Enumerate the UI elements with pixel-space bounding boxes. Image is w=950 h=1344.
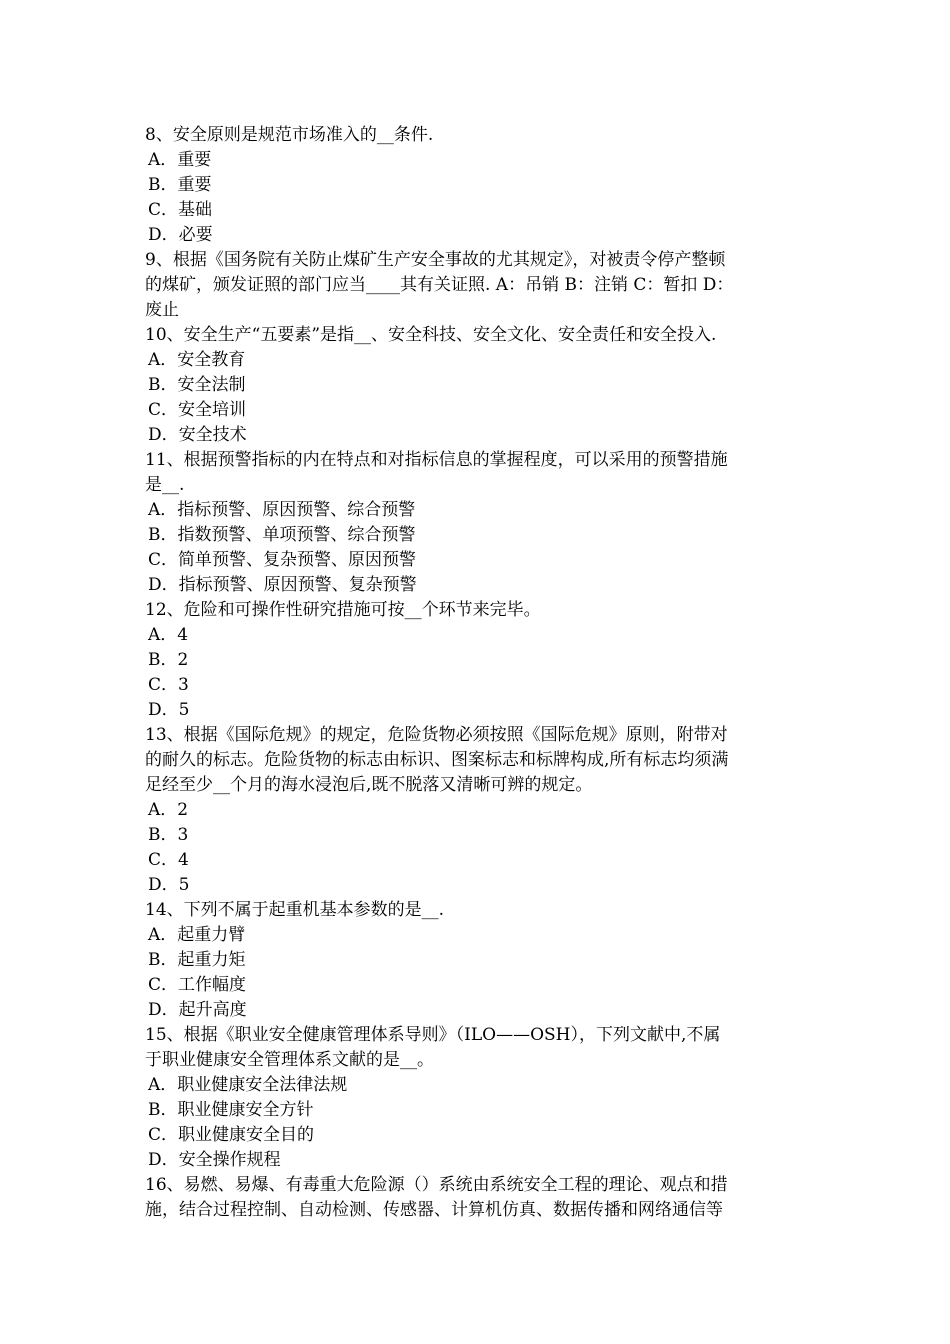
answer-option: B．2 xyxy=(148,650,189,670)
answer-option: B．3 xyxy=(148,825,189,845)
answer-option: D．指标预警、原因预警、复杂预警 xyxy=(148,575,417,595)
question-list xyxy=(145,123,810,1223)
question-text-line: 11、根据预警指标的内在特点和对指标信息的掌握程度，可以采用的预警措施 xyxy=(145,450,728,470)
answer-option: D．5 xyxy=(148,700,190,720)
question-block xyxy=(145,323,810,448)
question-text-line: 8、安全原则是规范市场准入的__条件. xyxy=(145,125,434,145)
answer-option: C．工作幅度 xyxy=(148,975,247,995)
answer-option: B．职业健康安全方针 xyxy=(148,1100,314,1120)
answer-option: B．指数预警、单项预警、综合预警 xyxy=(148,525,416,545)
answer-option: D．起升高度 xyxy=(148,1000,247,1020)
question-block xyxy=(145,123,810,248)
question-text-line: 施，结合过程控制、自动检测、传感器、计算机仿真、数据传播和网络通信等 xyxy=(145,1200,723,1220)
question-text-line: 13、根据《国际危规》的规定，危险货物必须按照《国际危规》原则，附带对 xyxy=(145,725,728,745)
answer-option: C．简单预警、复杂预警、原因预警 xyxy=(148,550,417,570)
question-text-line: 废止 xyxy=(145,300,179,320)
answer-option: D．5 xyxy=(148,875,190,895)
answer-option: A．起重力臂 xyxy=(148,925,246,945)
question-block xyxy=(145,898,810,1023)
question-block xyxy=(145,1173,810,1223)
question-block xyxy=(145,723,810,898)
answer-option: C．3 xyxy=(148,675,189,695)
answer-option: C．4 xyxy=(148,850,189,870)
question-text-line: 10、安全生产“五要素”是指__、安全科技、安全文化、安全责任和安全投入. xyxy=(145,325,717,345)
question-text-line: 9、根据《国务院有关防止煤矿生产安全事故的尤其规定》，对被责令停产整顿 xyxy=(145,250,726,270)
answer-option: B．安全法制 xyxy=(148,375,246,395)
answer-option: B．重要 xyxy=(148,175,212,195)
answer-option: A．重要 xyxy=(148,150,212,170)
question-text-line: 12、危险和可操作性研究措施可按__个环节来完毕。 xyxy=(145,600,541,620)
answer-option: C．职业健康安全目的 xyxy=(148,1125,315,1145)
question-text-line: 14、下列不属于起重机基本参数的是__. xyxy=(145,900,445,920)
answer-option: A．指标预警、原因预警、综合预警 xyxy=(148,500,416,520)
answer-option: B．起重力矩 xyxy=(148,950,246,970)
question-text-line: 15、根据《职业安全健康管理体系导则》（ILO——OSH），下列文献中,不属 xyxy=(145,1025,721,1045)
question-text-line: 的耐久的标志。危险货物的标志由标识、图案标志和标牌构成,所有标志均须满 xyxy=(145,750,729,770)
question-block xyxy=(145,448,810,598)
question-text-line: 足经至少__个月的海水浸泡后,既不脱落又清晰可辨的规定。 xyxy=(145,775,593,795)
answer-option: D．安全技术 xyxy=(148,425,247,445)
answer-option: C．基础 xyxy=(148,200,213,220)
answer-option: D．必要 xyxy=(148,225,213,245)
question-block xyxy=(145,598,810,723)
answer-option: A．安全教育 xyxy=(148,350,246,370)
question-text-line: 是__. xyxy=(145,475,185,495)
answer-option: C．安全培训 xyxy=(148,400,247,420)
answer-option: A．4 xyxy=(148,625,189,645)
answer-option: A．职业健康安全法律法规 xyxy=(148,1075,348,1095)
question-block xyxy=(145,1023,810,1173)
question-text-line: 于职业健康安全管理体系文献的是__。 xyxy=(145,1050,434,1070)
question-block xyxy=(145,248,810,323)
question-text-line: 16、易燃、易爆、有毒重大危险源（）系统由系统安全工程的理论、观点和措 xyxy=(145,1175,728,1195)
question-text-line: 的煤矿，颁发证照的部门应当____其有关证照. A：吊销 B：注销 C：暂扣 D： xyxy=(145,275,734,295)
answer-option: A．2 xyxy=(148,800,189,820)
answer-option: D．安全操作规程 xyxy=(148,1150,281,1170)
